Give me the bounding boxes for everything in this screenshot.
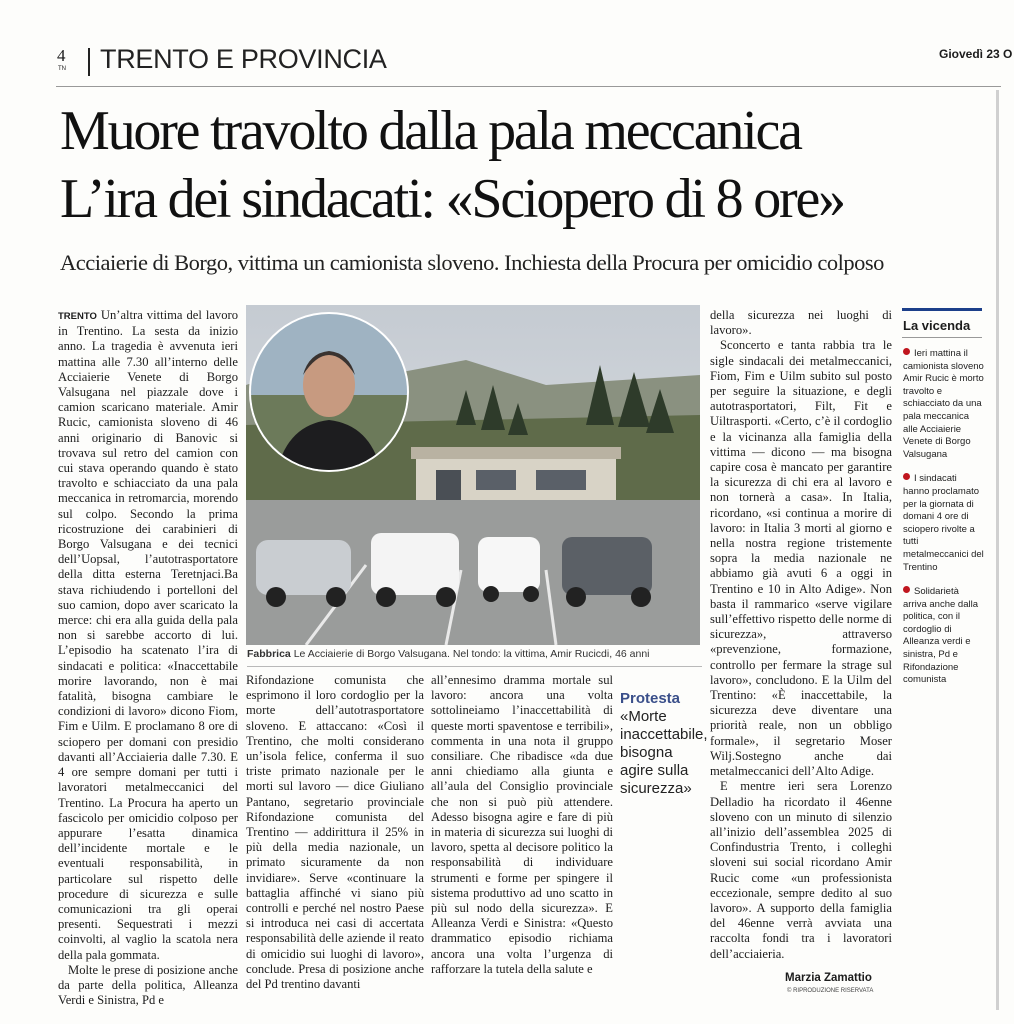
photo-caption	[247, 648, 650, 660]
article-column-2: Rifondazione comunista che esprimono il loro cordoglio per la morte dell’autotrasportatore sloveno. E attaccano: «Così il Trentino, che molti considerano un’isola felice, conferma il suo triste primato nazionale per le morti sul lavoro — dice Giuliano Pantano, segretario provinciale Rifondazione comunista del Trentino — addirittura il 25% in più della media nazionale, un primato sicuramente da non invidiare». Serve «continuare la battaglia affinché vi siano più controlli e perché nel nostro Paese si introduca nei casi di accertata responsabilità delle aziende il reato di omicidio sui luoghi di lavoro», conclude. Presa di posizione anche del Pd trentino davanti	[246, 673, 424, 992]
article-column-3: all’ennesimo dramma mortale sul lavoro: ancora una volta sottolineiamo l’inaccettabilità di queste morti spaventose e terribili», commenta in una nota il gruppo consiliare. Che ribadisce «da due anni chiediamo alla giunta e all’aula del Consiglio provinciale che non si può più attendere. Adesso bisogna agire e fare di più in materia di sicurezza sui luoghi di lavoro, spetta al decisore politico la responsabilità di individuare strumenti e forme per spingere il sistema produttivo ad uno scatto in più sul nodo della sicurezza». E Alleanza Verdi e Sinistra: «Questo drammatico episodio richiama ancora una volta l’urgenza di rafforzare la tutela della salute e	[431, 673, 613, 976]
headline-subtitle: Acciaierie di Borgo, vittima un camionista sloveno. Inchiesta della Procura per omicidio colposo	[60, 250, 884, 275]
author-byline: Marzia Zamattio	[785, 972, 872, 984]
sidebar-title-rule	[902, 337, 982, 338]
column-1-paragraph-2: Molte le prese di posizione anche da parte della politica, Alleanza Verdi e Sinistra, Pd e	[58, 962, 238, 1008]
photo-caption-rule	[247, 666, 702, 667]
quote-box	[620, 690, 710, 830]
page-date: Giovedì 23 O	[939, 47, 1013, 61]
section-title: TRENTO E PROVINCIA	[100, 44, 387, 74]
article-column-1	[58, 308, 238, 1008]
headline-line-1: Muore travolto dalla pala meccanica	[60, 100, 801, 162]
sidebar-item	[903, 348, 985, 461]
dateline: TRENTO	[58, 311, 97, 322]
bullet-dot-icon	[903, 348, 910, 355]
article-column-4	[710, 308, 892, 968]
factory-photo	[246, 305, 700, 645]
sidebar-list	[903, 348, 985, 687]
quote-label: Protesta	[620, 690, 681, 707]
bullet-dot-icon	[903, 473, 910, 480]
column-4-paragraph-2: Sconcerto e tanta rabbia tra le sigle sindacali dei metalmeccanici, Fiom, Fim e Uilm subito sul posto per seguire la situazione, e degli autotrasportatori, Filt, Fit e Uiltrasporti. «Certo, c’è il cordoglio e la vicinanza alla famiglia della vittima — dicono — ma bisogna capire cosa è mancato per garantire la sicurezza di chi era al lavoro e non tornerà a casa». In Italia, ricordano, «si continua a morire di lavoro: in Italia 3 morti al giorno e nella nostra regione tristemente sopra la media nazionale ne abbiamo già avuti 6 a oggi in Trentino e 10 in Alto Adige». Non basta il rammarico «serve vigilare sull’effettivo rispetto delle norme di sicurezza», attraverso «prevenzione, formazione, controllo per fermare la strage sul lavoro», concludono. E la Uilm del Trentino: «È inaccettabile, la sicurezza deve diventare una priorità reale, non un obbligo formale», il segretario Moser Wilj.Sostegno anche dai metalmeccanici dell’Alto Adige.	[710, 338, 892, 779]
rights-notice: © RIPRODUZIONE RISERVATA	[787, 988, 874, 994]
sidebar-title: La vicenda	[903, 318, 971, 333]
quote-text: «Morte inaccettabile, bisogna agire sulla sicurezza»	[620, 708, 708, 797]
column-4-paragraph-3: E mentre ieri sera Lorenzo Delladio ha ricordato il 46enne sloveno con un minuto di silenzio all’inizio dell’assemblea 2025 di Confindustria Trento, i colleghi sloveni sui social ricordano Amir Rucic come «un professionista eccezionale, sempre dedito al suo lavoro». A supporto della famiglia del 46enne verrà avviata una raccolta fondi tra i lavoratori dell’acciaieria.	[710, 779, 892, 961]
sidebar-item-text: Ieri mattina il camionista sloveno Amir Rucic è morto travolto e schiacciato da una pala meccanica alle Acciaierie Venete di Borgo Valsugana	[903, 348, 984, 460]
photo-caption-label: Fabbrica	[247, 648, 291, 660]
headline-line-2: L’ira dei sindacati: «Sciopero di 8 ore»	[60, 168, 844, 230]
sidebar-item	[903, 473, 985, 574]
bullet-dot-icon	[903, 586, 910, 593]
sidebar-item-text: Solidarietà arriva anche dalla politica, con il cordoglio di Alleanza verdi e sinistra, Pd e Rifondazione comunista	[903, 586, 978, 686]
sidebar-item	[903, 586, 985, 687]
column-4-paragraph-1: della sicurezza nei luoghi di lavoro».	[710, 308, 892, 338]
photo-caption-text: Le Acciaierie di Borgo Valsugana. Nel tondo: la vittima, Amir Rucicdi, 46 anni	[293, 648, 650, 660]
header-rule	[56, 86, 1001, 87]
header-divider	[88, 48, 90, 76]
sidebar-top-bar	[902, 308, 982, 311]
page-number: 4	[57, 46, 66, 65]
page-sub: TN	[58, 66, 66, 72]
adjacent-page-edge	[996, 90, 999, 1010]
sidebar-item-text: I sindacati hanno proclamato per la giornata di domani 4 ore di sciopero rivolte a tutti metalmeccanici del Trentino	[903, 473, 984, 573]
column-1-paragraph-1: Un’altra vittima del lavoro in Trentino. La sesta da inizio anno. La tragedia è avvenuta ieri mattina alle 7.30 all’interno delle Acciaierie Venete di Borgo Valsugana nel piazzale dove i camion scaricano materiale. Amir Rucic, camionista sloveno di 46 anni originario di Banovic si trovava sul retro del camion con cui stava operando quando è stato travolto e schiacciato da una pala meccanica in retromarcia, morendo sul colpo. Secondo la prima ricostruzione dei carabinieri di Borgo Valsugana e dei tecnici dell’Uopsal, l’autotrasportatore della ditta esterna Teretnjaci.Ba stava richiudendo i portelloni del suo camion, dopo aver scaricato la merce: chi era alla guida della pala non si sarebbe accorto di lui. L’episodio ha scatenato l’ira di sindacati e politica: «Inaccettabile morire lavorando, non è mai fatalità, bisogna cambiare le condizioni di lavoro» dicono Fiom, Fim e Uilm. E proclamano 8 ore di sciopero per domani con presidio davanti all’Acciaieria dalle 7.30. E 4 ore sempre domani per tutti i lavoratori metalmeccanici del Trentino. La Procura ha aperto un fascicolo per omicidio colposo per appurare l’esatta dinamica dell’incidente mortale e le eventuali responsabilità, in particolare sul rispetto delle procedure di sicurezza e sulle comunicazioni tra gli operai presenti. Sequestrati i mezzi coinvolti, al vaglio la scatola nera della pala gommata.	[58, 308, 238, 962]
